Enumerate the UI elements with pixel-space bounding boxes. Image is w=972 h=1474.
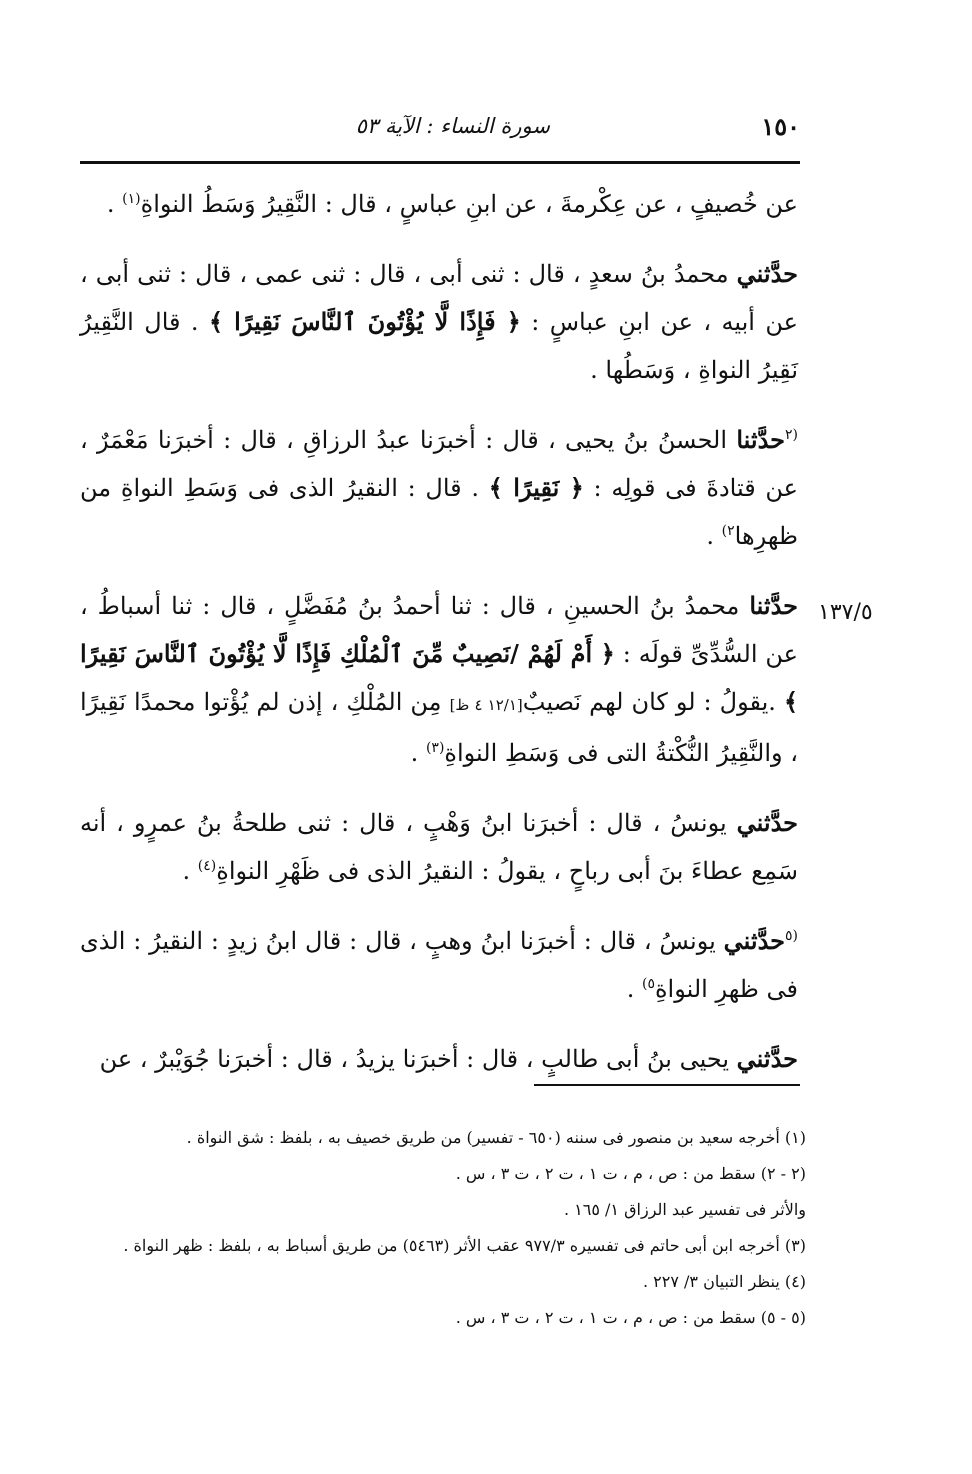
paragraph-text-3: مِن المُلْكِ ، إذن لم يُؤْتوا محمدًا نَقِيرًا ، والنَّقِيرُ النُّكْتةُ التى فى وَسَطِ النواةِ: [80, 688, 798, 767]
quran-quote: ﴿ فَإِذًا لَّا يُؤْتُونَ ٱلنَّاسَ نَقِيرًا ﴾: [208, 307, 521, 336]
paragraph-text: محمدُ بنُ سعدٍ ، قال : ثنى أبى ، قال : ثنى عمى ، قال : ثنى أبى ، عن أبيه ، عن ابنِ عباسٍ :: [80, 260, 798, 336]
footnote-2-note: والأثر فى تفسير عبد الرزاق ١/ ١٦٥ .: [563, 1200, 806, 1219]
footnotes: [80, 1120, 806, 1336]
main-text: [80, 180, 798, 1105]
paragraph-end: .: [106, 190, 123, 218]
paragraph-text: عن خُصيفٍ ، عن عِكْرمةَ ، عن ابنِ عباسٍ ، قال : النَّقِيرُ وَسَطُ النواةِ: [140, 190, 798, 218]
paragraph-text: الحسنُ بنُ يحيى ، قال : أخبرَنا عبدُ الرزاقِ ، قال : أخبرَنا مَعْمَرٌ ، عن قتادةَ فى قولِه :: [80, 426, 798, 502]
page-number: ١٥٠: [761, 112, 800, 141]
paragraph-7: [80, 1035, 798, 1083]
paragraph-end: .: [182, 857, 198, 885]
margin-reference: ١٣٧/٥: [818, 600, 873, 625]
paragraph-end: .: [706, 522, 722, 550]
footnote-4: (٤) ينظر التبيان ٣/ ٢٢٧ .: [642, 1272, 806, 1291]
manuscript-page-ref: [١٢/١ ٤ ظ]: [449, 696, 523, 714]
narration-lead: حدَّثنا: [749, 591, 798, 620]
footnote-5: (٥ - ٥) سقط من : ص ، م ، ت ١ ، ت ٢ ، ت ٣ ، س .: [455, 1308, 806, 1327]
paragraph-end: .: [626, 975, 642, 1003]
paragraph-text: يونسُ ، قال : أخبرَنا ابنُ وهبٍ ، قال : قال ابنُ زيدٍ : النقيرُ : الذى فى ظهرِ النواةِ: [80, 927, 798, 1003]
quran-quote: ﴿ نَقِيرًا ﴾: [488, 473, 584, 502]
footnote-ref-3[interactable]: (٣): [425, 740, 445, 756]
narration-lead: حدَّثني: [736, 259, 798, 288]
footnote-ref-4[interactable]: (٤): [197, 858, 217, 874]
narration-lead: حدَّثنا: [736, 425, 785, 454]
narration-lead: حدَّثني: [736, 1044, 798, 1073]
omission-mark-end: ٥): [641, 976, 655, 992]
footnote-ref-1[interactable]: (١): [122, 191, 141, 207]
paragraph-3: [80, 416, 798, 560]
footnote-2: (٢ - ٢) سقط من : ص ، م ، ت ١ ، ت ٢ ، ت ٣ ، س .: [455, 1164, 806, 1183]
paragraph-text-2: . قال : النقيرُ الذى فى وَسَطِ النواةِ من ظهرِها: [80, 474, 798, 550]
paragraph-text: يحيى بنُ أبى طالبٍ ، قال : أخبرَنا يزيدُ ، قال : أخبرَنا جُوَيْبرٌ ، عن: [99, 1045, 737, 1073]
footnote-1: (١) أخرجه سعيد بن منصور فى سننه (٦٥٠ - تفسير) من طريق خصيف به ، بلفظ : شق النواة .: [186, 1128, 806, 1147]
paragraph-text-2: .يقولُ : لو كان لهم نَصيبٌ: [522, 688, 784, 716]
footnote-separator: [534, 1084, 800, 1086]
paragraph-6: [80, 917, 798, 1013]
running-title: سورة النساء : الآية ٥٣: [355, 114, 550, 138]
page-header: [80, 108, 800, 148]
header-rule: [80, 161, 800, 164]
paragraph-text: يونسُ ، قال : أخبرَنا ابنُ وَهْبٍ ، قال : ثنى طلحةُ بنُ عمرٍو ، أنه سَمِع عطاءَ بنَ أبى رباحٍ ، يقولُ : النقيرُ الذى فى ظَهْرِ النواةِ: [80, 809, 798, 885]
footnote-3: (٣) أخرجه ابن أبى حاتم فى تفسيره ٩٧٧/٣ عقب الأثر (٥٤٦٣) من طريق أسباط به ، بلفظ : ظهر النواة .: [123, 1236, 806, 1255]
paragraph-5: [80, 799, 798, 895]
paragraph-text-2: . قال النَّقِيرُ نَقِيرُ النواةِ ، وَسَطُها .: [80, 308, 798, 384]
paragraph-end: .: [410, 739, 426, 767]
paragraph-4: [80, 582, 798, 777]
omission-mark-start: (٥: [785, 928, 798, 944]
narration-lead: حدَّثني: [736, 808, 798, 837]
narration-lead: حدَّثني: [723, 926, 785, 955]
omission-mark-start: (٢: [785, 427, 798, 443]
paragraph-1: [80, 180, 798, 228]
omission-mark-end: ٢): [721, 523, 735, 539]
quran-quote: ﴿ أَمْ لَهُمْ /نَصِيبٌ مِّنَ ٱلْمُلْكِ فَإِذًا لَّا يُؤْتُونَ ٱلنَّاسَ نَقِيرًا ﴾: [80, 639, 798, 716]
paragraph-text: محمدُ بنُ الحسينِ ، قال : ثنا أحمدُ بنُ مُفَضَّلٍ ، قال : ثنا أسباطُ ، عن السُّدِّىِّ قولَه :: [80, 592, 799, 668]
paragraph-2: [80, 250, 798, 394]
